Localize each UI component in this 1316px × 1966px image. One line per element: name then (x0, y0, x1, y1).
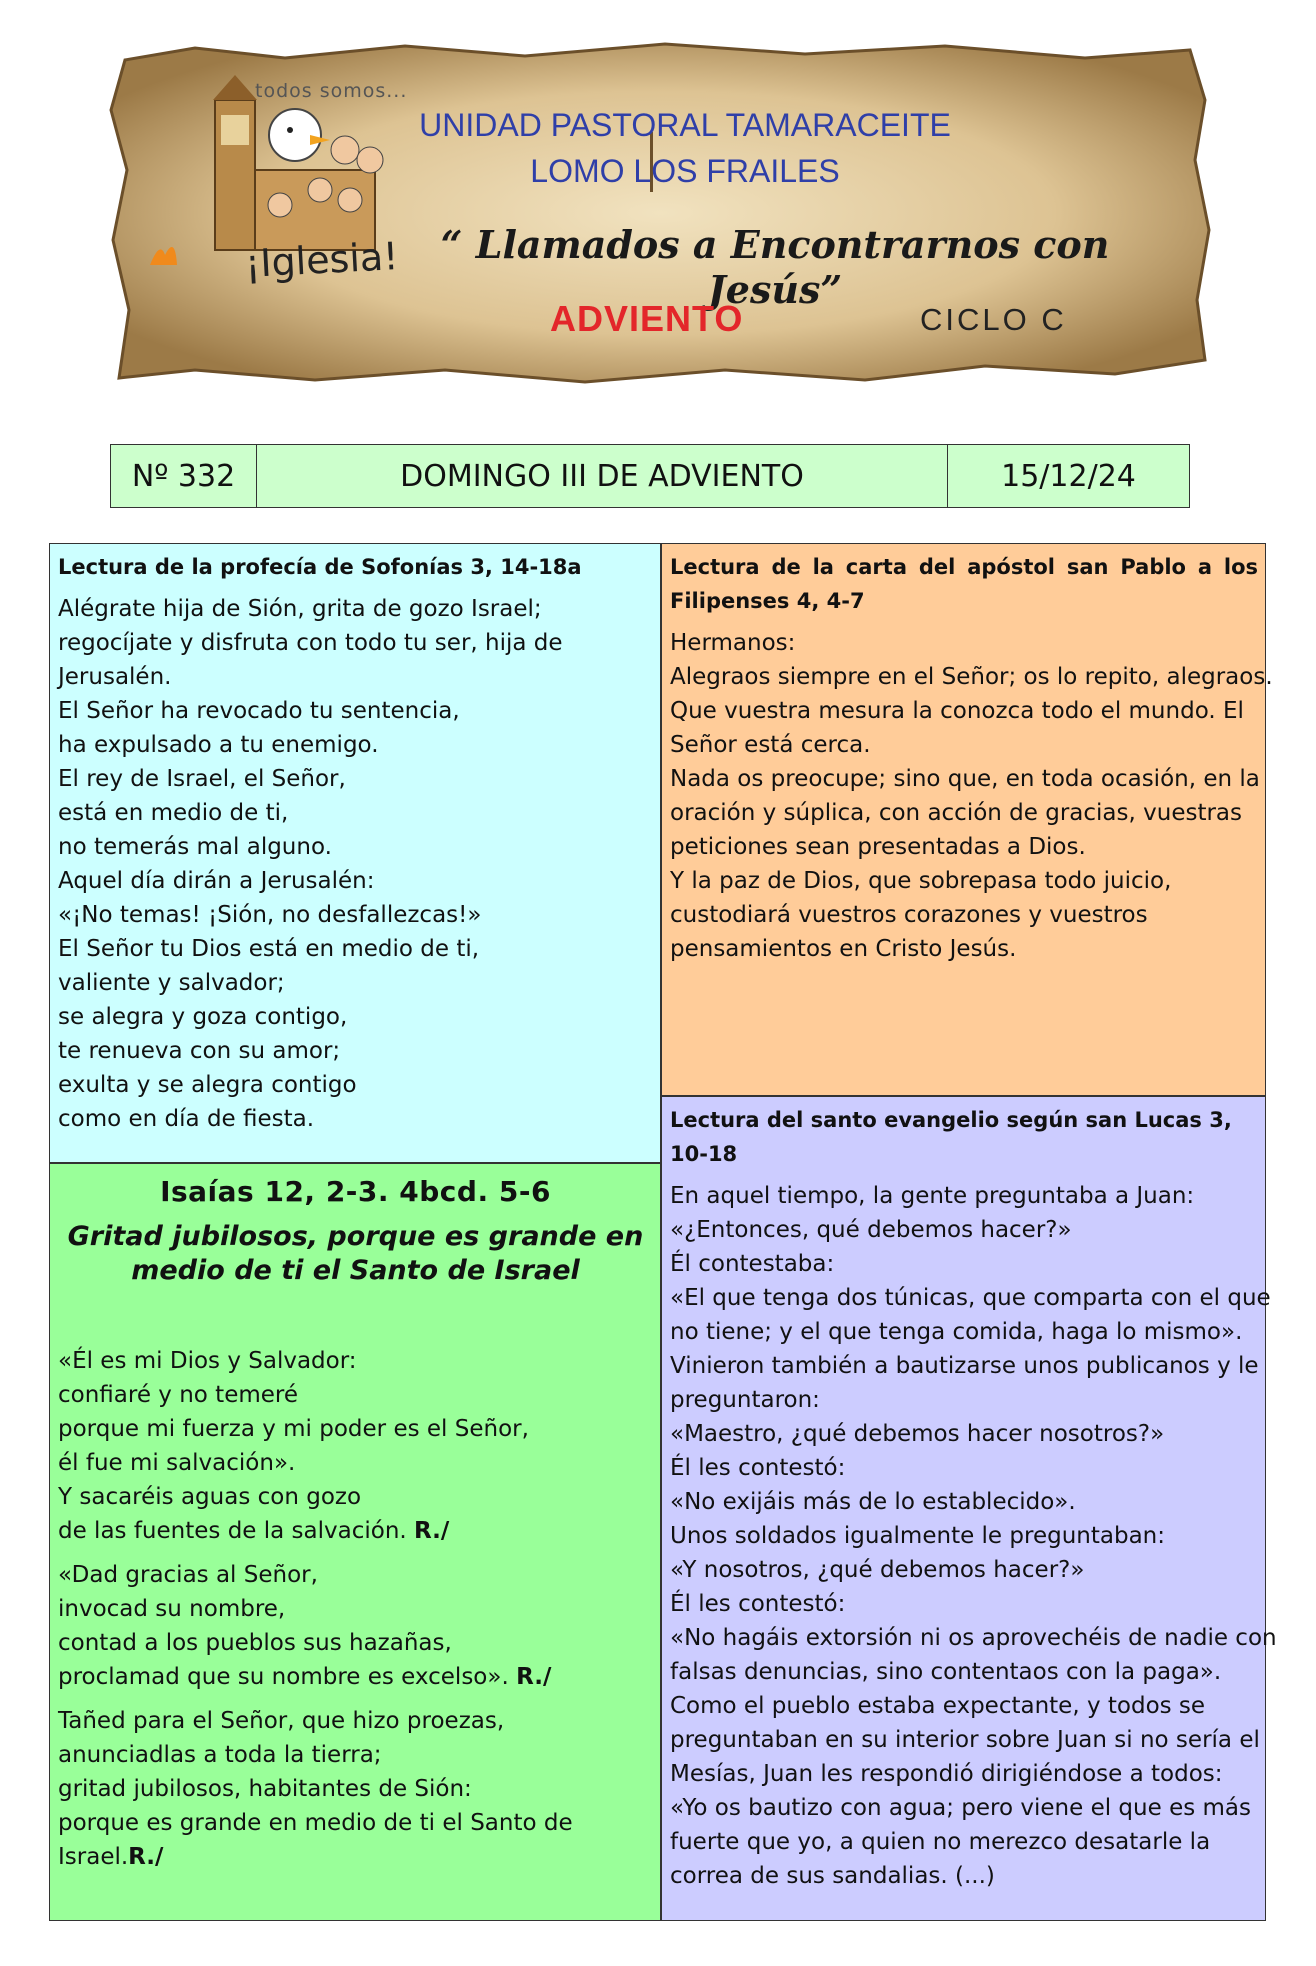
text-line: confiaré y no temeré (58, 1382, 298, 1408)
liturgical-day: DOMINGO III DE ADVIENTO (257, 445, 948, 507)
motto: “ Llamados a Encontrarnos con Jesús” (440, 222, 1110, 312)
text-line: porque mi fuerza y mi poder es el Señor, (58, 1416, 529, 1442)
unit-line-1: UNIDAD PASTORAL TAMARACEITE (419, 107, 951, 143)
issue-date: 15/12/24 (1001, 458, 1136, 494)
text-line (58, 1840, 653, 1874)
text-line: no temerás mal alguno. (58, 834, 332, 860)
text-line (58, 1514, 653, 1548)
second-reading-title: Lectura de la carta del apóstol san Pablo a los Filipenses 4, 4-7 (670, 555, 1258, 613)
first-reading-text (58, 592, 653, 1136)
text-line: peticiones sean presentadas a Dios. (670, 834, 1086, 860)
text-line: gritad jubilosos, habitantes de Sión: (58, 1776, 472, 1802)
text-line: pensamientos en Cristo Jesús. (670, 936, 1017, 962)
response-mark: R./ (128, 1844, 164, 1870)
text-line: valiente y salvador; (58, 970, 285, 996)
second-reading (661, 543, 1273, 1096)
text-line: anunciadlas a toda la tierra; (58, 1742, 382, 1768)
text-line: «Yo os bautizo con agua; pero viene el que es más (670, 1795, 1251, 1821)
response-mark: R./ (516, 1664, 552, 1690)
tagline: todos somos... (255, 80, 408, 102)
text-line: «No exijáis más de lo establecido». (670, 1489, 1076, 1515)
text-line: él fue mi salvación». (58, 1450, 296, 1476)
text-line: custodiará vuestros corazones y vuestros (670, 902, 1148, 928)
psalm-stanza-2 (58, 1558, 653, 1694)
issue-number: Nº 332 (111, 445, 257, 507)
text-line: exulta y se alegra contigo (58, 1072, 357, 1098)
text-line: «El que tenga dos túnicas, que comparta con el que (670, 1285, 1271, 1311)
responsorial-psalm (49, 1163, 661, 1921)
text-line: «Él es mi Dios y Salvador: (58, 1348, 357, 1374)
text-line: Señor está cerca. (670, 732, 871, 758)
text-line: Y la paz de Dios, que sobrepasa todo juicio, (670, 868, 1172, 894)
first-reading (49, 543, 661, 1163)
cycle-label: CICLO C (920, 302, 1067, 337)
text-line: «Maestro, ¿qué debemos hacer nosotros?» (670, 1421, 1165, 1447)
text-line: El Señor tu Dios está en medio de ti, (58, 936, 480, 962)
text-line: como en día de fiesta. (58, 1106, 315, 1132)
text-line: falsas denuncias, sino contentaos con la paga». (670, 1659, 1222, 1685)
text-line: Hermanos: (670, 630, 796, 656)
bulletin-title-bar (110, 444, 1190, 508)
text-line: «¡No temas! ¡Sión, no desfallezcas!» (58, 902, 482, 928)
text-line: correa de sus sandalias. (...) (670, 1863, 995, 1889)
text-line: Alegraos siempre en el Señor; os lo repito, alegraos. (670, 664, 1273, 690)
text-line: Unos soldados igualmente le preguntaban: (670, 1523, 1165, 1549)
psalm-stanza-3 (58, 1704, 653, 1874)
text-line: «Dad gracias al Señor, (58, 1562, 318, 1588)
gospel-reading (661, 1096, 1277, 1921)
header-banner (105, 40, 1215, 385)
text-line: «¿Entonces, qué debemos hacer?» (670, 1217, 1072, 1243)
response-mark: R./ (414, 1518, 450, 1544)
text-line: Él les contestó: (670, 1455, 846, 1481)
psalm-reference: Isaías 12, 2-3. 4bcd. 5-6 (160, 1175, 551, 1208)
text-line: oración y súplica, con acción de gracias, vuestras (670, 800, 1243, 826)
text-line (58, 1660, 653, 1694)
unit-line-2: LOMO LOS FRAILES (530, 153, 840, 189)
text-line: Como el pueblo estaba expectante, y todos se (670, 1693, 1206, 1719)
text-line: En aquel tiempo, la gente preguntaba a Juan: (670, 1183, 1195, 1209)
text-line: Tañed para el Señor, que hizo proezas, (58, 1708, 505, 1734)
psalm-stanza-1 (58, 1344, 653, 1548)
text-line: preguntaron: (670, 1387, 820, 1413)
text-line: está en medio de ti, (58, 800, 289, 826)
text-line: te renueva con su amor; (58, 1038, 341, 1064)
gospel-text (670, 1179, 1277, 1893)
text-line: Mesías, Juan les respondió dirigiéndose a todos: (670, 1761, 1223, 1787)
text-line: El Señor ha revocado tu sentencia, (58, 698, 460, 724)
text-line: Nada os preocupe; sino que, en toda ocasión, en la (670, 766, 1260, 792)
second-reading-text (670, 626, 1273, 966)
season-label: ADVIENTO (550, 298, 744, 339)
text-line: no tiene; y el que tenga comida, haga lo mismo». (670, 1319, 1243, 1345)
text-line: «Y nosotros, ¿qué debemos hacer?» (670, 1557, 1085, 1583)
text-line: Vinieron también a bautizarse unos publicanos y le (670, 1353, 1259, 1379)
text-line: preguntaban en su interior sobre Juan si no sería el (670, 1727, 1260, 1753)
text-line: contad a los pueblos sus hazañas, (58, 1630, 452, 1656)
text-line: se alegra y goza contigo, (58, 1004, 348, 1030)
text-line: porque es grande en medio de ti el Santo de (58, 1810, 573, 1836)
text-line: Que vuestra mesura la conozca todo el mundo. El (670, 698, 1244, 724)
first-reading-title: Lectura de la profecía de Sofonías 3, 14-18a (58, 555, 582, 579)
text-line: «No hagáis extorsión ni os aprovechéis de nadie con (670, 1625, 1277, 1651)
text-line: Él les contestó: (670, 1591, 846, 1617)
text-segment: proclamad que su nombre es excelso». (58, 1664, 509, 1690)
text-line: Jerusalén. (58, 664, 172, 690)
text-line: Él contestaba: (670, 1251, 835, 1277)
text-line: ha expulsado a tu enemigo. (58, 732, 379, 758)
psalm-response: Gritad jubilosos, porque es grande en medio de ti el Santo de Israel (67, 1221, 644, 1286)
text-line: Aquel día dirán a Jerusalén: (58, 868, 375, 894)
text-line: regocíjate y disfruta con todo tu ser, hija de (58, 630, 563, 656)
pastoral-unit-title (385, 102, 985, 194)
church-word: ¡Iglesia! (243, 234, 400, 286)
text-segment: Israel. (58, 1844, 129, 1870)
text-line: Y sacaréis aguas con gozo (58, 1484, 362, 1510)
text-line: El rey de Israel, el Señor, (58, 766, 346, 792)
text-line: Alégrate hija de Sión, grita de gozo Israel; (58, 596, 542, 622)
text-line: invocad su nombre, (58, 1596, 286, 1622)
gospel-title: Lectura del santo evangelio según san Lucas 3, 10-18 (670, 1108, 1232, 1166)
text-line: fuerte que yo, a quien no merezco desatarle la (670, 1829, 1211, 1855)
text-segment: de las fuentes de la salvación. (58, 1518, 407, 1544)
